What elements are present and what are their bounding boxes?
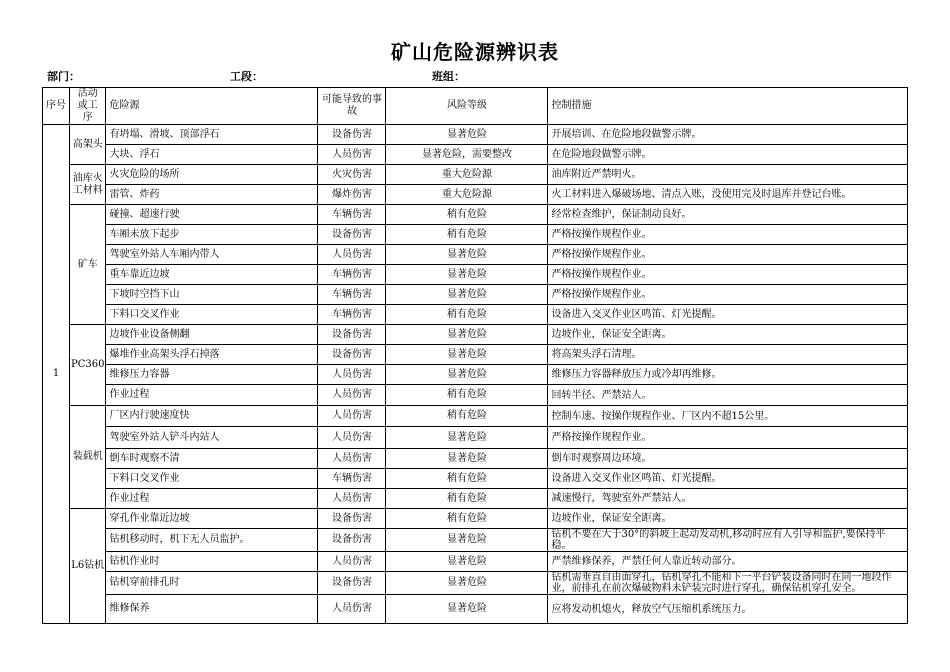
table-row — [43, 489, 908, 509]
control-cell: 将高架头浮石清理。 — [548, 345, 908, 365]
dept-label: 部门： — [47, 70, 80, 83]
hazard-cell: 作业过程 — [106, 489, 318, 509]
table-row — [43, 449, 908, 469]
risk-level-cell: 显著危险 — [386, 345, 548, 365]
col-header-activity: 活动或工序 — [70, 88, 106, 125]
table-row — [43, 165, 908, 185]
activity-cell: 油库火工材料 — [70, 165, 106, 205]
risk-level-cell: 显著危险 — [386, 552, 548, 572]
table-header-row — [43, 88, 908, 125]
risk-level-cell: 显著危险 — [386, 325, 548, 345]
risk-level-cell: 显著危险 — [386, 285, 548, 305]
control-cell: 油库附近严禁明火。 — [548, 165, 908, 185]
risk-level-cell: 稍有危险 — [386, 225, 548, 245]
hazard-cell: 下料口交叉作业 — [106, 305, 318, 325]
control-cell: 严格按操作规程作业。 — [548, 225, 908, 245]
table-row — [43, 285, 908, 305]
accident-cell: 人员伤害 — [318, 595, 386, 624]
control-cell: 控制车速、按操作规程作业、厂区内不超15公里。 — [548, 406, 908, 427]
hazard-cell: 维修保养 — [106, 595, 318, 624]
control-cell: 边坡作业，保证安全距离。 — [548, 509, 908, 529]
activity-cell: PC360 — [70, 325, 106, 406]
hazard-cell: 火灾危险的场所 — [106, 165, 318, 185]
accident-cell: 设备伤害 — [318, 529, 386, 552]
table-row — [43, 365, 908, 385]
risk-level-cell: 稍有危险 — [386, 305, 548, 325]
control-cell: 火工材料进入爆破场地、清点入账，没使用完及时退库并登记台账。 — [548, 185, 908, 205]
seq-no-cell: 1 — [43, 125, 70, 624]
col-header-no: 序号 — [43, 88, 70, 125]
hazard-cell: 下料口交叉作业 — [106, 469, 318, 489]
hazard-cell: 雷管、炸药 — [106, 185, 318, 205]
risk-level-cell: 显著危险 — [386, 449, 548, 469]
accident-cell: 人员伤害 — [318, 245, 386, 265]
control-cell: 回转半径、严禁站人。 — [548, 385, 908, 406]
hazard-cell: 维修压力容器 — [106, 365, 318, 385]
risk-level-cell: 显著危险 — [386, 529, 548, 552]
accident-cell: 爆炸伤害 — [318, 185, 386, 205]
team-label: 班组： — [432, 70, 465, 83]
table-row — [43, 185, 908, 205]
table-row — [43, 595, 908, 624]
control-cell: 严格按操作规程作业。 — [548, 265, 908, 285]
page-title: 矿山危险源辨识表 — [391, 40, 559, 64]
activity-cell: 矿车 — [70, 205, 106, 325]
accident-cell: 车辆伤害 — [318, 305, 386, 325]
risk-level-cell: 显著危险 — [386, 125, 548, 145]
risk-level-cell: 稍有危险 — [386, 406, 548, 427]
hazard-cell: 重车靠近边坡 — [106, 265, 318, 285]
accident-cell: 人员伤害 — [318, 449, 386, 469]
table-row — [43, 385, 908, 406]
control-cell: 减速慢行，驾驶室外严禁站人。 — [548, 489, 908, 509]
hazard-cell: 爆堆作业高架头浮石掉落 — [106, 345, 318, 365]
activity-cell: 高架头 — [70, 125, 106, 165]
hazard-cell: 碰撞、超速行驶 — [106, 205, 318, 225]
control-cell: 边坡作业，保证安全距离。 — [548, 325, 908, 345]
accident-cell: 人员伤害 — [318, 427, 386, 449]
control-cell: 开展培训、在危险地段做警示牌。 — [548, 125, 908, 145]
control-cell: 维修压力容器释放压力或冷却再维修。 — [548, 365, 908, 385]
hazard-cell: 驾驶室外站人车厢内带人 — [106, 245, 318, 265]
accident-cell: 人员伤害 — [318, 489, 386, 509]
accident-cell: 车辆伤害 — [318, 285, 386, 305]
table-row — [43, 552, 908, 572]
accident-cell: 车辆伤害 — [318, 469, 386, 489]
risk-level-cell: 显著危险 — [386, 265, 548, 285]
hazard-cell: 穿孔作业靠近边坡 — [106, 509, 318, 529]
accident-cell: 人员伤害 — [318, 406, 386, 427]
risk-level-cell: 显著危险 — [386, 365, 548, 385]
table-row — [43, 225, 908, 245]
table-row — [43, 427, 908, 449]
accident-cell: 车辆伤害 — [318, 265, 386, 285]
table-row — [43, 205, 908, 225]
control-cell: 严格按操作规程作业。 — [548, 427, 908, 449]
control-cell: 在危险地段做警示牌。 — [548, 145, 908, 165]
risk-level-cell: 重大危险源 — [386, 185, 548, 205]
table-row — [43, 345, 908, 365]
col-header-hazard: 危险源 — [106, 88, 318, 125]
section-label: 工段： — [230, 70, 263, 83]
hazard-cell: 大块、浮石 — [106, 145, 318, 165]
table-row — [43, 265, 908, 285]
col-header-risk: 风险等级 — [386, 88, 548, 125]
table-row — [43, 305, 908, 325]
hazard-cell: 边坡作业设备侧翻 — [106, 325, 318, 345]
hazard-cell: 钻机移动时，机下无人员监护。 — [106, 529, 318, 552]
table-row — [43, 529, 908, 552]
hazard-cell: 厂区内行驶速度快 — [106, 406, 318, 427]
table-row — [43, 145, 908, 165]
risk-level-cell: 显著危险 — [386, 245, 548, 265]
control-cell: 严格按操作规程作业。 — [548, 245, 908, 265]
accident-cell: 设备伤害 — [318, 509, 386, 529]
risk-level-cell: 显著危险 — [386, 427, 548, 449]
table-row — [43, 572, 908, 595]
activity-cell: L6钻机 — [70, 509, 106, 624]
table-row — [43, 125, 908, 145]
accident-cell: 火灾伤害 — [318, 165, 386, 185]
accident-cell: 人员伤害 — [318, 385, 386, 406]
accident-cell: 车辆伤害 — [318, 205, 386, 225]
risk-level-cell: 重大危险源 — [386, 165, 548, 185]
hazard-cell: 作业过程 — [106, 385, 318, 406]
col-header-control: 控制措施 — [548, 88, 908, 125]
risk-level-cell: 显著危险 — [386, 572, 548, 595]
accident-cell: 设备伤害 — [318, 325, 386, 345]
control-cell: 严禁维修保养，严禁任何人靠近转动部分。 — [548, 552, 908, 572]
col-header-accident: 可能导致的事故 — [318, 88, 386, 125]
risk-level-cell: 显著危险，需要整改 — [386, 145, 548, 165]
activity-cell: 装载机 — [70, 406, 106, 509]
risk-level-cell: 稍有危险 — [386, 509, 548, 529]
risk-level-cell: 稍有危险 — [386, 489, 548, 509]
control-cell: 钻机需垂直自由面穿孔，钻机穿孔不能和下一平台铲装设备同时在同一地段作业，前排孔在前次爆破物料未铲装完时进行穿孔，确保钻机穿孔安全。 — [548, 572, 908, 595]
hazard-table — [42, 87, 908, 624]
table-row — [43, 509, 908, 529]
table-row — [43, 245, 908, 265]
hazard-cell: 有坍塌、滑坡、顶部浮石 — [106, 125, 318, 145]
accident-cell: 人员伤害 — [318, 365, 386, 385]
hazard-cell: 钻机穿前排孔时 — [106, 572, 318, 595]
risk-level-cell: 稍有危险 — [386, 469, 548, 489]
table-row — [43, 469, 908, 489]
table-row — [43, 406, 908, 427]
control-cell: 设备进入交叉作业区鸣笛、灯光提醒。 — [548, 469, 908, 489]
control-cell: 经常检查维护，保证制动良好。 — [548, 205, 908, 225]
risk-level-cell: 稍有危险 — [386, 205, 548, 225]
accident-cell: 设备伤害 — [318, 125, 386, 145]
control-cell: 倒车时观察周边环境。 — [548, 449, 908, 469]
hazard-cell: 下坡时空挡下山 — [106, 285, 318, 305]
accident-cell: 人员伤害 — [318, 145, 386, 165]
hazard-cell: 钻机作业时 — [106, 552, 318, 572]
hazard-cell: 驾驶室外站人铲斗内站人 — [106, 427, 318, 449]
control-cell: 设备进入交叉作业区鸣笛、灯光提醒。 — [548, 305, 908, 325]
accident-cell: 人员伤害 — [318, 552, 386, 572]
hazard-cell: 倒车时观察不清 — [106, 449, 318, 469]
table-row — [43, 325, 908, 345]
control-cell: 钻机不要在大于30°的斜坡上起动发动机,移动时应有人引导和监护,要保持平稳。 — [548, 529, 908, 552]
accident-cell: 设备伤害 — [318, 225, 386, 245]
risk-level-cell: 稍有危险 — [386, 385, 548, 406]
control-cell: 应将发动机熄火，释放空气压缩机系统压力。 — [548, 595, 908, 624]
hazard-cell: 车厢未放下起步 — [106, 225, 318, 245]
risk-level-cell: 显著危险 — [386, 595, 548, 624]
accident-cell: 设备伤害 — [318, 572, 386, 595]
accident-cell: 设备伤害 — [318, 345, 386, 365]
control-cell: 严格按操作规程作业。 — [548, 285, 908, 305]
